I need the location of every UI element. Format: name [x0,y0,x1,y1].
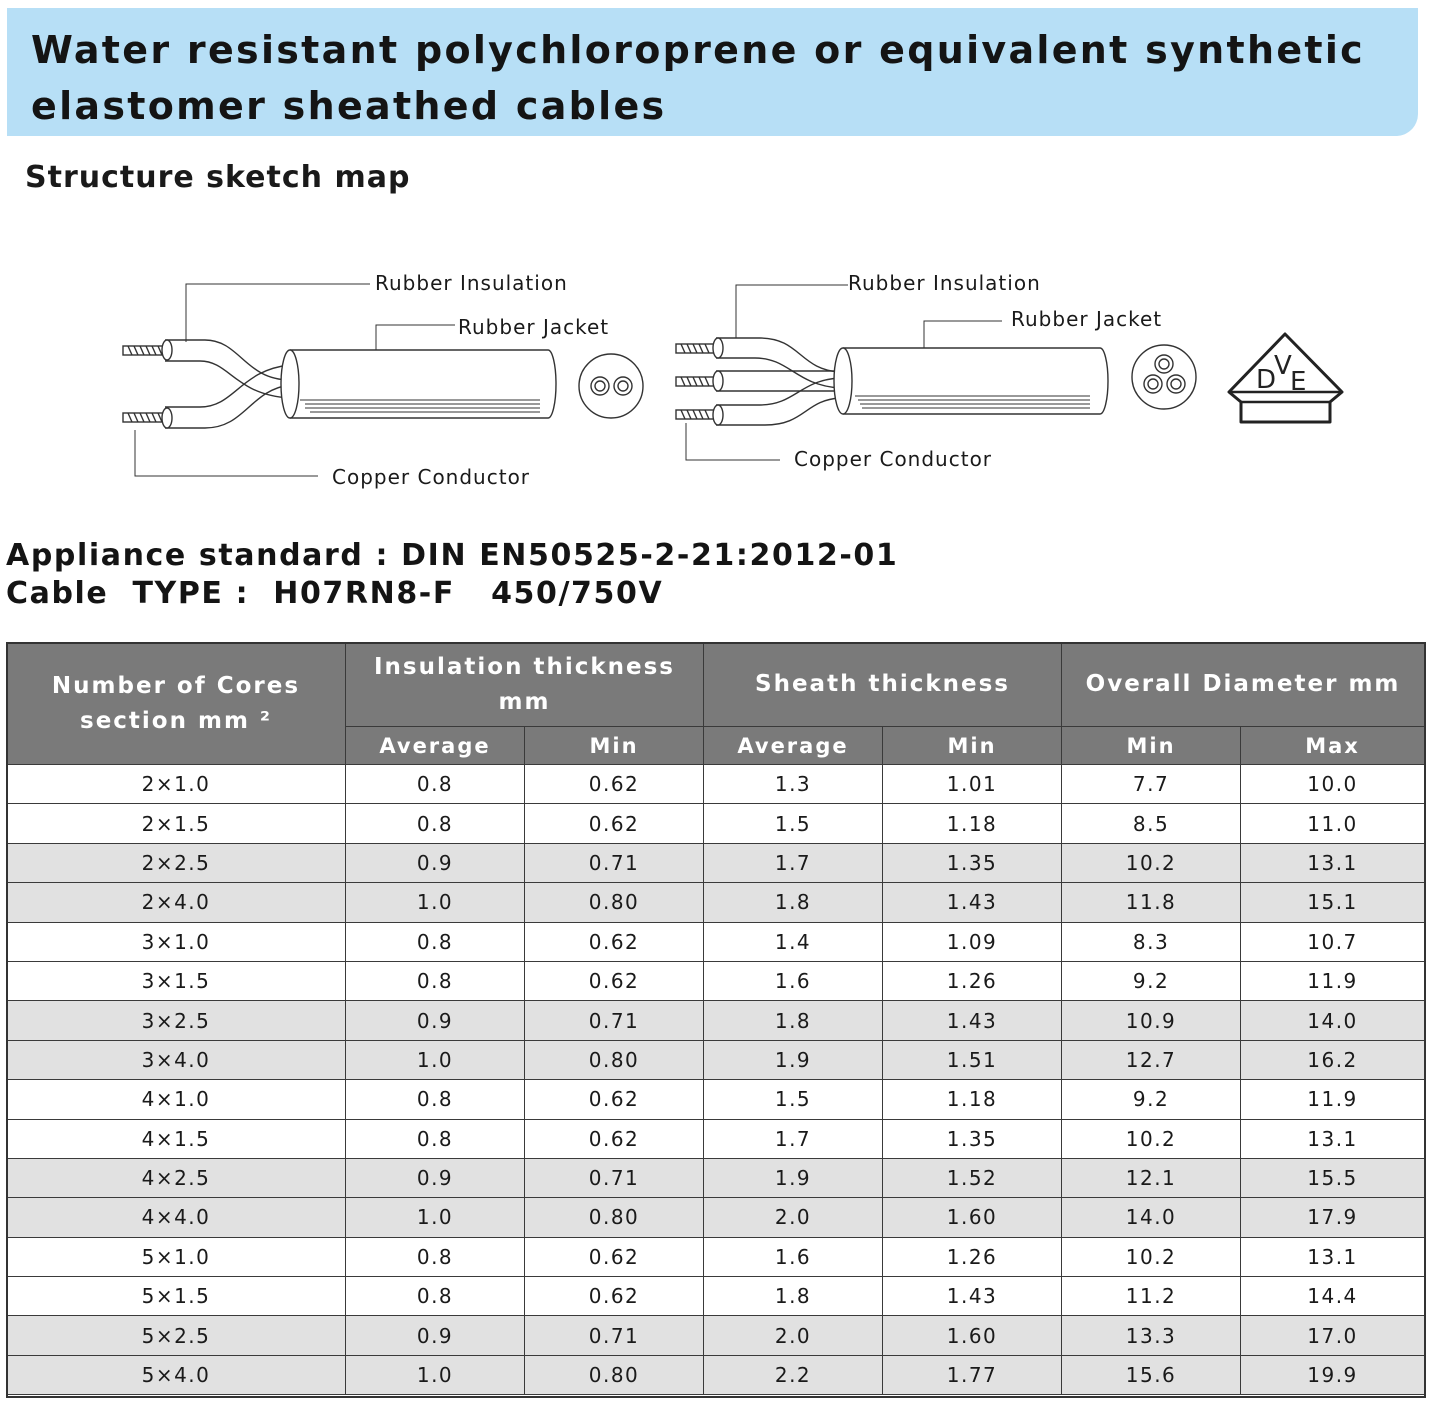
header-overall-min: Min [1062,727,1241,765]
cell-overall-max: 19.9 [1241,1355,1425,1394]
specification-table [6,642,1425,1395]
cell-overall-min: 13.3 [1062,1316,1241,1355]
cell-overall-max: 10.7 [1241,922,1425,961]
cell-cores: 3×4.0 [7,1040,346,1079]
cell-cores: 5×4.0 [7,1355,346,1394]
cell-cores: 2×2.5 [7,843,346,882]
cell-cores: 4×4.0 [7,1198,346,1237]
cell-overall-max: 17.0 [1241,1316,1425,1355]
cell-insulation-min: 0.71 [525,1001,704,1040]
appliance-standard: Appliance standard : DIN EN50525-2-21:2012-01 [6,538,899,573]
cell-overall-min: 12.7 [1062,1040,1241,1079]
cell-overall-max: 10.0 [1241,765,1425,804]
cell-insulation-average: 0.8 [346,922,525,961]
cell-cores: 4×1.5 [7,1119,346,1158]
cell-insulation-average: 0.8 [346,1080,525,1119]
cell-sheath-min: 1.43 [883,1001,1062,1040]
cell-sheath-average: 2.2 [704,1355,883,1394]
cell-overall-max: 16.2 [1241,1040,1425,1079]
cell-insulation-average: 0.9 [346,1158,525,1197]
cell-sheath-average: 2.0 [704,1198,883,1237]
rubber-jacket-icon [834,348,1108,414]
cell-overall-max: 15.5 [1241,1158,1425,1197]
cell-insulation-min: 0.80 [525,883,704,922]
cell-sheath-min: 1.09 [883,922,1062,961]
cell-sheath-average: 1.7 [704,1119,883,1158]
cell-sheath-average: 1.7 [704,843,883,882]
cell-overall-min: 12.1 [1062,1158,1241,1197]
cell-overall-max: 15.1 [1241,883,1425,922]
cell-sheath-min: 1.43 [883,1277,1062,1316]
cell-overall-max: 13.1 [1241,1237,1425,1276]
cell-cores: 3×2.5 [7,1001,346,1040]
cell-overall-min: 9.2 [1062,961,1241,1000]
cell-insulation-min: 0.80 [525,1355,704,1394]
table-row [7,843,1425,882]
cell-overall-min: 15.6 [1062,1355,1241,1394]
cell-insulation-min: 0.62 [525,1080,704,1119]
cell-overall-max: 14.4 [1241,1277,1425,1316]
two-core-jacket-label: Rubber Jacket [458,315,610,339]
header-overall-max: Max [1241,727,1425,765]
table-row [7,1119,1425,1158]
cell-sheath-min: 1.18 [883,804,1062,843]
cell-cores: 4×2.5 [7,1158,346,1197]
cell-overall-max: 11.9 [1241,961,1425,1000]
header-cores: Number of Cores section mm ² [7,643,346,765]
cell-cores: 5×1.0 [7,1237,346,1276]
cell-insulation-average: 1.0 [346,1355,525,1394]
cell-sheath-min: 1.26 [883,1237,1062,1276]
cell-sheath-average: 1.6 [704,961,883,1000]
cell-sheath-average: 1.6 [704,1237,883,1276]
two-core-conductor-label: Copper Conductor [332,465,531,489]
cell-overall-min: 11.8 [1062,883,1241,922]
three-core-insulation-label: Rubber Insulation [848,271,1041,295]
vde-letter-d: D [1256,365,1277,395]
vde-letter-e: E [1290,367,1307,397]
header-insulation-min: Min [525,727,704,765]
cell-cores: 2×1.5 [7,804,346,843]
cell-insulation-min: 0.62 [525,765,704,804]
cell-sheath-average: 1.9 [704,1040,883,1079]
table-row [7,1001,1425,1040]
cell-sheath-average: 1.5 [704,804,883,843]
cell-sheath-min: 1.35 [883,1119,1062,1158]
cell-cores: 4×1.0 [7,1080,346,1119]
copper-conductor-icon [676,344,718,419]
cell-insulation-min: 0.80 [525,1040,704,1079]
cell-overall-max: 14.0 [1241,1001,1425,1040]
header-sheath-min: Min [883,727,1062,765]
cell-overall-max: 13.1 [1241,1119,1425,1158]
title-banner [7,8,1418,136]
cell-sheath-min: 1.26 [883,961,1062,1000]
header-sheath: Sheath thickness [704,643,1062,727]
cell-sheath-average: 1.8 [704,883,883,922]
header-overall: Overall Diameter mm [1062,643,1425,727]
cell-overall-min: 8.5 [1062,804,1241,843]
cell-sheath-average: 1.9 [704,1158,883,1197]
rubber-jacket-icon [281,350,556,418]
cell-sheath-average: 1.8 [704,1001,883,1040]
cell-insulation-average: 1.0 [346,1040,525,1079]
cell-cores: 3×1.5 [7,961,346,1000]
cell-sheath-min: 1.01 [883,765,1062,804]
table-row [7,1355,1425,1394]
cell-insulation-average: 0.8 [346,804,525,843]
cell-overall-min: 10.2 [1062,1119,1241,1158]
cell-cores: 5×1.5 [7,1277,346,1316]
table-row [7,1237,1425,1276]
cell-insulation-average: 1.0 [346,1198,525,1237]
cell-insulation-average: 0.8 [346,1277,525,1316]
rubber-insulation-icon [713,338,840,425]
cell-sheath-min: 1.51 [883,1040,1062,1079]
cell-sheath-min: 1.35 [883,843,1062,882]
table-row [7,1080,1425,1119]
cell-insulation-average: 0.9 [346,843,525,882]
table-row [7,1277,1425,1316]
table-row [7,765,1425,804]
cell-sheath-min: 1.60 [883,1316,1062,1355]
cell-overall-min: 10.2 [1062,843,1241,882]
cell-sheath-average: 1.3 [704,765,883,804]
two-core-insulation-label: Rubber Insulation [375,271,568,295]
three-core-conductor-label: Copper Conductor [794,447,993,471]
cell-insulation-average: 0.8 [346,961,525,1000]
cable-type: Cable TYPE : H07RN8-F 450/750V [6,576,664,611]
section-title: Structure sketch map [25,160,411,195]
cell-sheath-average: 1.4 [704,922,883,961]
cell-sheath-average: 1.5 [704,1080,883,1119]
cell-sheath-min: 1.77 [883,1355,1062,1394]
cell-insulation-average: 0.9 [346,1001,525,1040]
table-row [7,922,1425,961]
cross-section-icon [1132,345,1196,409]
cell-insulation-min: 0.71 [525,1158,704,1197]
cell-insulation-min: 0.62 [525,961,704,1000]
cell-insulation-average: 0.8 [346,1119,525,1158]
cell-cores: 2×4.0 [7,883,346,922]
cell-insulation-average: 0.9 [346,1316,525,1355]
copper-conductor-icon [123,346,167,422]
cell-insulation-average: 1.0 [346,883,525,922]
table-row [7,883,1425,922]
cell-overall-max: 11.9 [1241,1080,1425,1119]
table-body [7,765,1425,1395]
cell-overall-min: 7.7 [1062,765,1241,804]
three-core-jacket-label: Rubber Jacket [1011,307,1163,331]
vde-letter-v: V [1274,351,1292,381]
cell-insulation-min: 0.71 [525,1316,704,1355]
header-insulation: Insulation thickness mm [346,643,704,727]
cell-overall-min: 9.2 [1062,1080,1241,1119]
cell-sheath-min: 1.60 [883,1198,1062,1237]
cell-overall-min: 14.0 [1062,1198,1241,1237]
cell-insulation-min: 0.62 [525,804,704,843]
cell-overall-min: 8.3 [1062,922,1241,961]
header-sheath-average: Average [704,727,883,765]
cell-overall-max: 13.1 [1241,843,1425,882]
cell-insulation-average: 0.8 [346,765,525,804]
cell-overall-min: 10.9 [1062,1001,1241,1040]
cell-overall-max: 17.9 [1241,1198,1425,1237]
table-row [7,1198,1425,1237]
cross-section-icon [579,354,643,418]
table-row [7,961,1425,1000]
cell-cores: 3×1.0 [7,922,346,961]
cell-insulation-min: 0.62 [525,1277,704,1316]
cell-cores: 2×1.0 [7,765,346,804]
cell-sheath-average: 1.8 [704,1277,883,1316]
cell-overall-min: 10.2 [1062,1237,1241,1276]
cell-insulation-min: 0.71 [525,843,704,882]
cell-insulation-average: 0.8 [346,1237,525,1276]
table-row [7,804,1425,843]
cell-sheath-min: 1.18 [883,1080,1062,1119]
page-title: Water resistant polychloroprene or equivalent synthetic elastomer sheathed cables [31,28,1366,128]
cell-overall-max: 11.0 [1241,804,1425,843]
two-core-cable-sketch [123,284,643,476]
cell-cores: 5×2.5 [7,1316,346,1355]
rubber-insulation-icon [162,340,290,428]
header-insulation-average: Average [346,727,525,765]
structure-sketch [0,230,1436,520]
cell-overall-min: 11.2 [1062,1277,1241,1316]
cell-insulation-min: 0.62 [525,922,704,961]
table-row [7,1040,1425,1079]
cell-insulation-min: 0.62 [525,1119,704,1158]
cell-sheath-min: 1.43 [883,883,1062,922]
cell-insulation-min: 0.80 [525,1198,704,1237]
cell-insulation-min: 0.62 [525,1237,704,1276]
cell-sheath-min: 1.52 [883,1158,1062,1197]
table-row [7,1316,1425,1355]
table-row [7,1158,1425,1197]
cell-sheath-average: 2.0 [704,1316,883,1355]
vde-mark-icon [1229,334,1342,422]
